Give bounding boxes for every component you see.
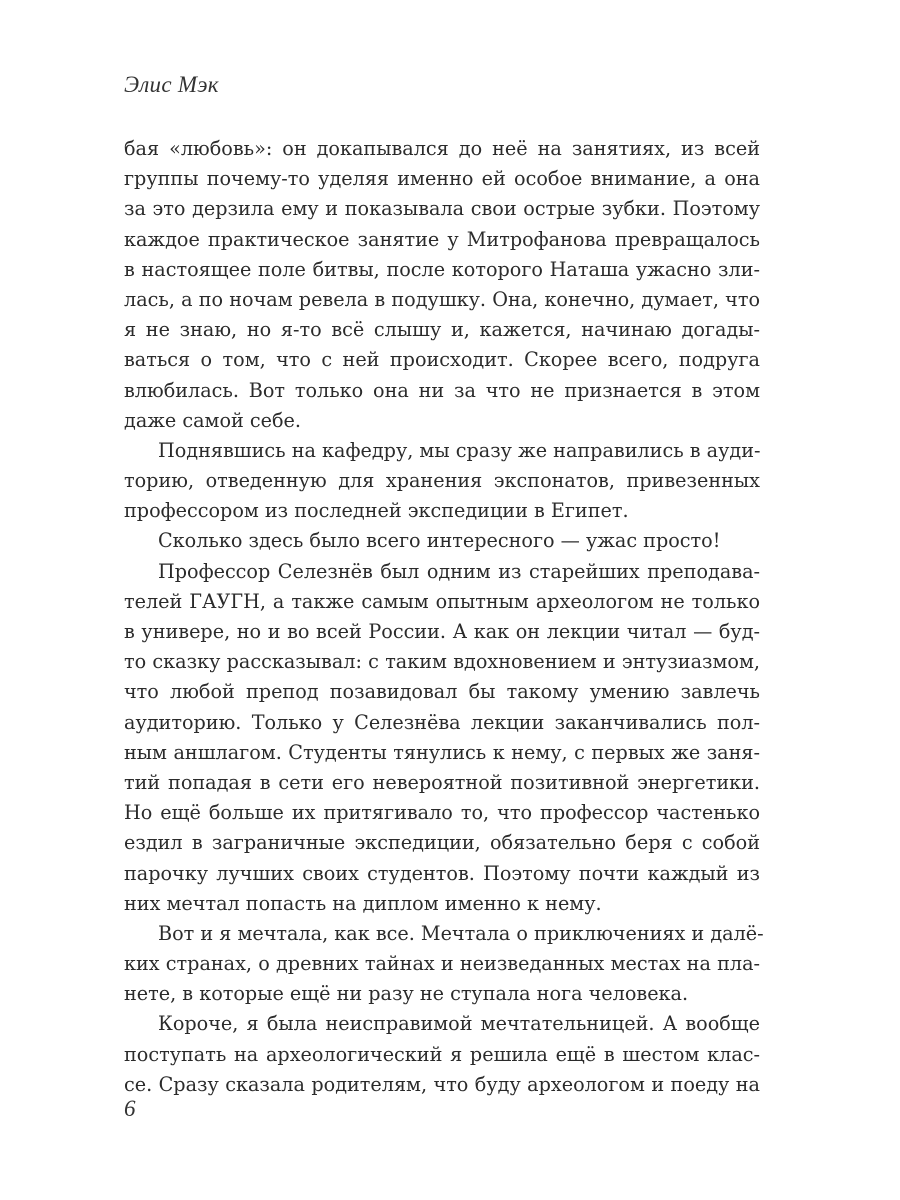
text-line: за это дерзила ему и показывала свои острые зубки. Поэтому [124, 197, 760, 221]
text-line: влюбилась. Вот только она ни за что не признается в этом [124, 378, 760, 402]
text-line: ездил в заграничные экспедиции, обязательно беря с собой [124, 831, 760, 855]
text-line: Поднявшись на кафедру, мы сразу же направились в ауди- [158, 438, 761, 462]
text-line: нете, в которые ещё ни разу не ступала нога человека. [124, 982, 689, 1006]
text-line: я не знаю, но я-то всё слышу и, кажется, начинаю догады- [124, 318, 760, 342]
text-line: ваться о том, что с ней происходит. Скорее всего, подруга [124, 348, 760, 372]
text-line: Сколько здесь было всего интересного — ужас просто! [158, 529, 721, 553]
text-line: поступать на археологический я решила ещё в шестом клас- [124, 1042, 760, 1066]
text-line: телей ГАУГН, а также самым опытным археологом не только [124, 589, 760, 613]
text-line: то сказку рассказывал: с таким вдохновением и энтузиазмом, [124, 650, 760, 674]
text-line: ких странах, о древних тайнах и неизведанных местах на пла- [124, 952, 760, 976]
text-line: Но ещё больше их притягивало то, что профессор частенько [124, 801, 760, 825]
page-number: 6 [124, 1096, 136, 1121]
text-line: них мечтал попасть на диплом именно к нему. [124, 891, 602, 915]
text-line: Вот и я мечтала, как все. Мечтала о приключениях и далё- [158, 921, 764, 945]
text-line: торию, отведенную для хранения экспонатов, привезенных [124, 469, 760, 493]
text-line: ным аншлагом. Студенты тянулись к нему, с первых же заня- [124, 740, 760, 764]
text-line: в настоящее поле битвы, после которого Наташа ужасно зли- [124, 257, 760, 281]
text-line: се. Сразу сказала родителям, что буду археологом и поеду на [124, 1072, 760, 1096]
text-line: группы почему-то уделяя именно ей особое внимание, а она [124, 167, 760, 191]
text-line: в универе, но и во всей России. А как он лекции читал — буд- [124, 620, 760, 643]
text-line: аудиторию. Только у Селезнёва лекции заканчивались пол- [124, 710, 760, 734]
text-line: парочку лучших своих студентов. Поэтому почти каждый из [124, 861, 760, 885]
text-line: лась, а по ночам ревела в подушку. Она, конечно, думает, что [124, 287, 760, 311]
text-line: Профессор Селезнёв был одним из старейших преподава- [158, 559, 760, 583]
text-line: каждое практическое занятие у Митрофанова превращалось [124, 227, 760, 251]
text-line: даже самой себе. [124, 408, 302, 432]
running-head-author: Элис Мэк [124, 72, 219, 97]
body-text [124, 134, 764, 1100]
text-line: бая «любовь»: он докапывался до неё на занятиях, из всей [124, 137, 760, 160]
text-line: Короче, я была неисправимой мечтательницей. А вообще [158, 1012, 760, 1036]
text-line: профессором из последней экспедиции в Египет. [124, 499, 629, 523]
text-line: тий попадая в сети его невероятной позитивной энергетики. [124, 770, 760, 794]
text-line: что любой препод позавидовал бы такому умению завлечь [124, 680, 760, 704]
